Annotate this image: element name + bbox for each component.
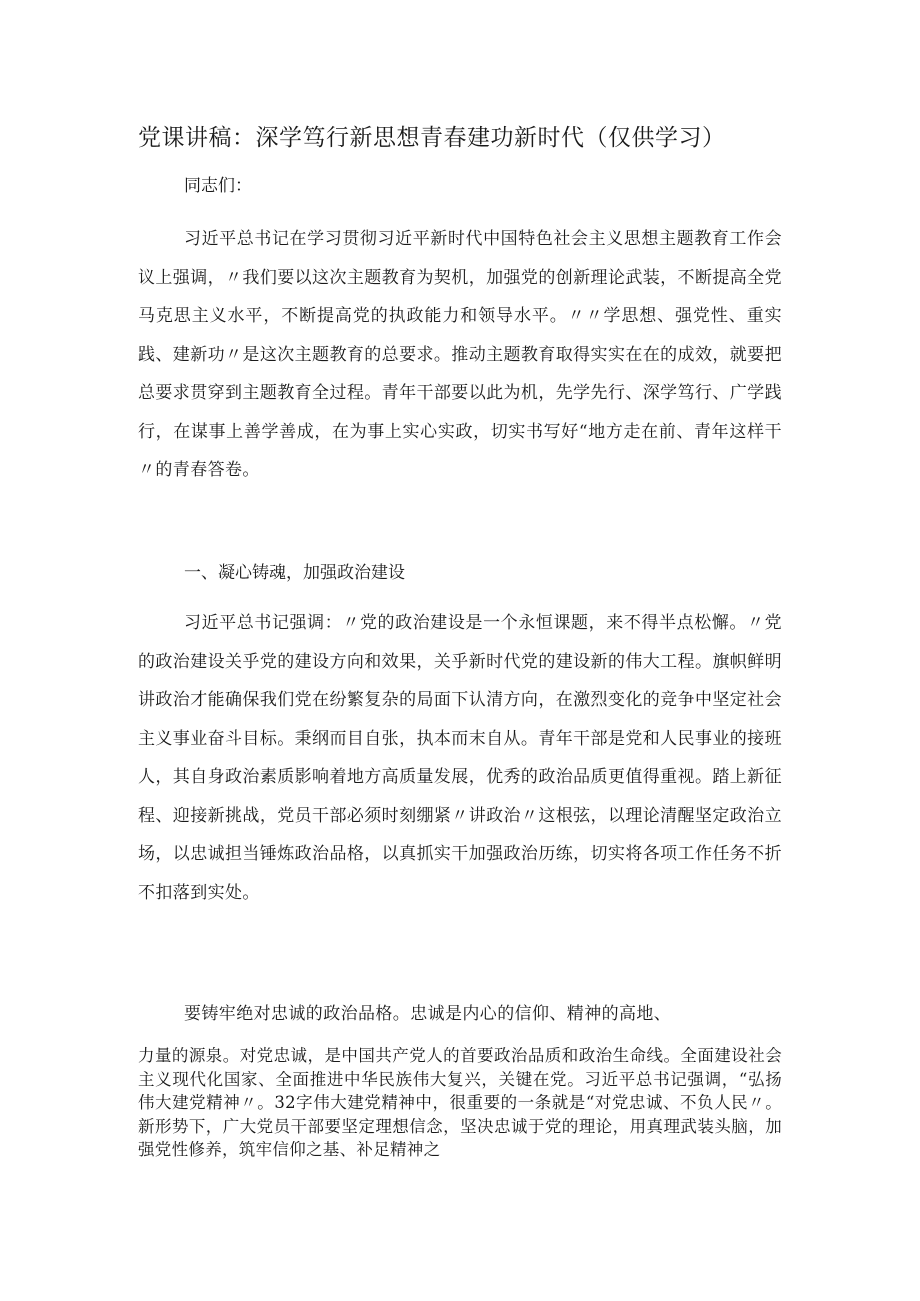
salutation: 同志们： — [184, 176, 252, 196]
section-heading-1: 一、凝心铸魂，加强政治建设 — [184, 563, 405, 583]
paragraph-loyalty-lead: 要铸牢绝对忠诚的政治品格。忠诚是内心的信仰、精神的高地、 — [184, 1004, 672, 1024]
paragraph-intro: 习近平总书记在学习贯彻习近平新时代中国特色社会主义思想主题教育工作会议上强调，〃我们要以这次主题教育为契机，加强党的创新理论武装，不断提高全党马克思主义水平，不断提高党的执政能力和领导水平。〃〃学思想、强党性、重实践、建新功〃是这次主题教育的总要求。推动主题教育取得实实在在的成效，就要把总要求贯穿到主题教育全过程。青年干部要以此为机，先学先行、深学笃行、广学践行，在谋事上善学善成，在为事上实心实政，切实书写好“地方走在前、青年这样干〃的青春答卷。 — [138, 229, 782, 480]
paragraph-political-building: 习近平总书记强调：〃党的政治建设是一个永恒课题，来不得半点松懈。〃党的政治建设关乎党的建设方向和效果，关乎新时代党的建设新的伟大工程。旗帜鲜明讲政治才能确保我们党在纷繁复杂的局面下认清方向，在激烈变化的竞争中坚定社会主义事业奋斗目标。秉纲而目自张，执本而末自从。青年干部是党和人民事业的接班人，其自身政治素质影响着地方高质量发展，优秀的政治品质更值得重视。踏上新征程、迎接新挑战，党员干部必须时刻绷紧〃讲政治〃这根弦，以理论清醒坚定政治立场，以忠诚担当锤炼政治品格，以真抓实干加强政治历练，切实将各项工作任务不折不扣落到实处。 — [138, 613, 782, 903]
paragraph-loyalty-body: 力量的源泉。对党忠诚，是中国共产党人的首要政治品质和政治生命线。全面建设社会主义现代化国家、全面推进中华民族伟大复兴，关键在党。习近平总书记强调，“弘扬伟大建党精神〃。32字伟大建党精神中，很重要的一条就是“对党忠诚、不负人民〃。新形势下，广大党员干部要坚定理想信念，坚决忠诚于党的理论，用真理武装头脑，加强党性修养，筑牢信仰之基、补足精神之 — [138, 1046, 782, 1159]
document-title: 党课讲稿：深学笃行新思想青春建功新时代（仅供学习） — [138, 125, 726, 151]
